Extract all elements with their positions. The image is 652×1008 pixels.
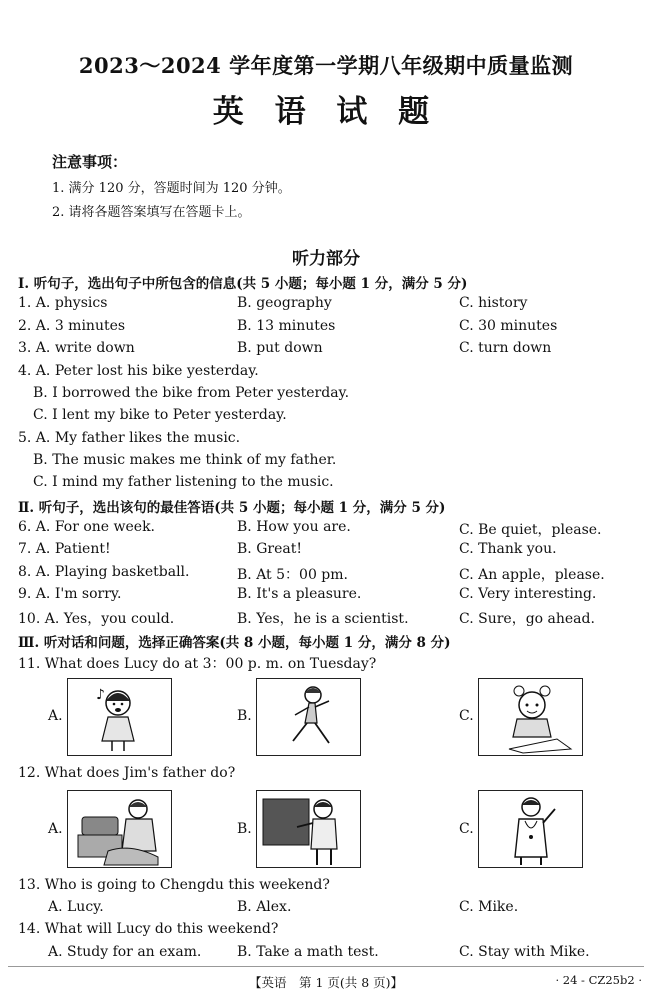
q8-option-a: 8. A. Playing basketball. [18, 564, 190, 580]
q11-question: 11. What does Lucy do at 3：00 p. m. on Tuesday? [18, 656, 377, 672]
q14-question: 14. What will Lucy do this weekend? [18, 921, 279, 937]
q11-picture-b-girl-running [256, 678, 361, 756]
q10-option-c: C. Sure，go ahead. [459, 611, 595, 627]
part3-heading: Ⅲ. 听对话和问题，选择正确答案(共 8 小题，每小题 1 分，满分 8 分) [18, 635, 451, 651]
q12-label-b: B. [237, 821, 252, 837]
q12-picture-a-tailor-at-sewing-machine [67, 790, 172, 868]
q1-option-b: B. geography [237, 295, 332, 311]
q4-option-c: C. I lent my bike to Peter yesterday. [33, 407, 287, 423]
subject-title: 英 语 试 题 [212, 94, 440, 130]
q11-label-b: B. [237, 708, 252, 724]
q13-question: 13. Who is going to Chengdu this weekend? [18, 877, 330, 893]
q2-option-b: B. 13 minutes [237, 318, 336, 334]
q5-option-a: 5. A. My father likes the music. [18, 430, 241, 446]
q9-option-c: C. Very interesting. [459, 586, 597, 602]
q11-label-a: A. [48, 708, 63, 724]
q7-option-a: 7. A. Patient! [18, 541, 111, 557]
section-title: 听力部分 [292, 249, 360, 269]
q3-option-a: 3. A. write down [18, 340, 135, 356]
q11-label-c: C. [459, 708, 474, 724]
q2-option-a: 2. A. 3 minutes [18, 318, 126, 334]
page-footer: 【英语 第 1 页(共 8 页)】 [248, 975, 404, 990]
part2-heading: Ⅱ. 听句子，选出该句的最佳答语(共 5 小题；每小题 1 分，满分 5 分) [18, 500, 446, 516]
q10-option-b: B. Yes，he is a scientist. [237, 611, 409, 627]
notice-item-2: 2. 请将各题答案填写在答题卡上。 [52, 205, 251, 220]
q2-option-c: C. 30 minutes [459, 318, 558, 334]
q13-option-a: A. Lucy. [48, 899, 104, 915]
notice-item-1: 1. 满分 120 分，答题时间为 120 分钟。 [52, 181, 291, 196]
part1-heading: Ⅰ. 听句子，选出句子中所包含的信息(共 5 小题；每小题 1 分，满分 5 分) [18, 276, 468, 292]
q1-option-a: 1. A. physics [18, 295, 108, 311]
exam-title: 2023～2024 学年度第一学期八年级期中质量监测 [78, 53, 574, 78]
q7-option-c: C. Thank you. [459, 541, 557, 557]
q8-option-b: B. At 5：00 pm. [237, 567, 348, 583]
q4-option-a: 4. A. Peter lost his bike yesterday. [18, 363, 259, 379]
q14-option-b: B. Take a math test. [237, 944, 379, 960]
q1-option-c: C. history [459, 295, 528, 311]
paper-code: · 24 - CZ25b2 · [555, 973, 642, 987]
q13-option-b: B. Alex. [237, 899, 292, 915]
q12-picture-c-doctor [478, 790, 583, 868]
q5-option-b: B. The music makes me think of my father. [33, 452, 337, 468]
q6-option-c: C. Be quiet，please. [459, 522, 602, 538]
q12-label-c: C. [459, 821, 474, 837]
q11-picture-c-girl-drawing [478, 678, 583, 756]
q5-option-c: C. I mind my father listening to the music. [33, 474, 334, 490]
q14-option-c: C. Stay with Mike. [459, 944, 590, 960]
q3-option-b: B. put down [237, 340, 323, 356]
q10-option-a: 10. A. Yes，you could. [18, 611, 175, 627]
q6-option-a: 6. A. For one week. [18, 519, 156, 535]
footer-divider [8, 966, 644, 967]
q9-option-b: B. It's a pleasure. [237, 586, 362, 602]
q7-option-b: B. Great! [237, 541, 302, 557]
q13-option-c: C. Mike. [459, 899, 519, 915]
q9-option-a: 9. A. I'm sorry. [18, 586, 122, 602]
q6-option-b: B. How you are. [237, 519, 351, 535]
q12-question: 12. What does Jim's father do? [18, 765, 236, 781]
svg-text:♪: ♪ [96, 687, 105, 703]
q11-picture-a-girl-singing [67, 678, 172, 756]
q14-option-a: A. Study for an exam. [48, 944, 202, 960]
q8-option-c: C. An apple，please. [459, 567, 605, 583]
q12-label-a: A. [48, 821, 63, 837]
q4-option-b: B. I borrowed the bike from Peter yesterday. [33, 385, 350, 401]
q12-picture-b-teacher-at-blackboard [256, 790, 361, 868]
q3-option-c: C. turn down [459, 340, 552, 356]
notice-heading: 注意事项： [52, 153, 128, 171]
